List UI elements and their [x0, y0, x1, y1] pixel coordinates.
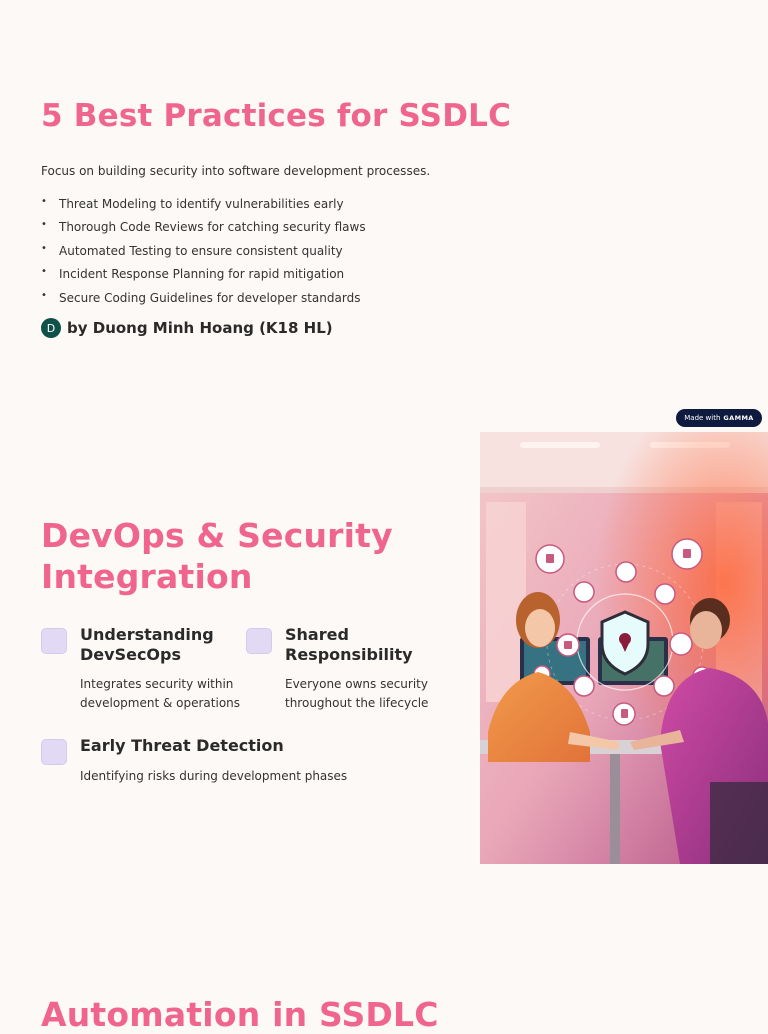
bullet-icon: • [41, 266, 47, 278]
list-item-text: Secure Coding Guidelines for developer standards [59, 290, 361, 305]
avatar: D [41, 318, 61, 338]
feature-title: Shared Responsibility [285, 625, 413, 664]
section-title-automation: Automation in SSDLC [41, 995, 439, 1034]
feature-icon [246, 628, 272, 654]
practices-list [41, 196, 366, 313]
title-line: DevOps & Security [41, 516, 393, 555]
list-item [41, 219, 366, 242]
section-title-devops-security [41, 515, 393, 597]
feature-title: Early Threat Detection [80, 736, 284, 755]
feature-description: Identifying risks during development phases [80, 769, 348, 783]
bullet-icon: • [41, 219, 47, 231]
feature-title: Understanding DevSecOps [80, 625, 214, 664]
badge-prefix: Made with [684, 414, 721, 422]
bullet-icon: • [41, 196, 47, 207]
made-with-gamma-badge[interactable] [676, 409, 762, 427]
feature-description: Integrates security within development & operations [80, 677, 241, 710]
feature-icon [41, 628, 67, 654]
gamma-logo: GAMMA [723, 414, 754, 422]
bullet-icon: • [41, 289, 47, 301]
bullet-icon: • [41, 242, 47, 254]
list-item [41, 266, 366, 289]
list-item [41, 243, 366, 266]
section-title-best-practices: 5 Best Practices for SSDLC [41, 98, 512, 134]
title-line: Integration [41, 557, 253, 596]
list-item-text: Automated Testing to ensure consistent quality [59, 243, 343, 258]
feature-icon [41, 739, 67, 765]
author-line [41, 318, 333, 338]
list-item-text: Thorough Code Reviews for catching security flaws [59, 220, 366, 235]
author-name: by Duong Minh Hoang (K18 HL) [67, 319, 333, 337]
list-item [41, 290, 366, 313]
intro-text: Focus on building security into software development processes. [41, 164, 431, 178]
feature-description: Everyone owns security throughout the lifecycle [285, 677, 429, 710]
list-item-text: Threat Modeling to identify vulnerabilities early [59, 197, 344, 211]
list-item-text: Incident Response Planning for rapid mitigation [59, 267, 345, 282]
list-item [41, 196, 366, 219]
security-collaboration-image [480, 432, 768, 864]
